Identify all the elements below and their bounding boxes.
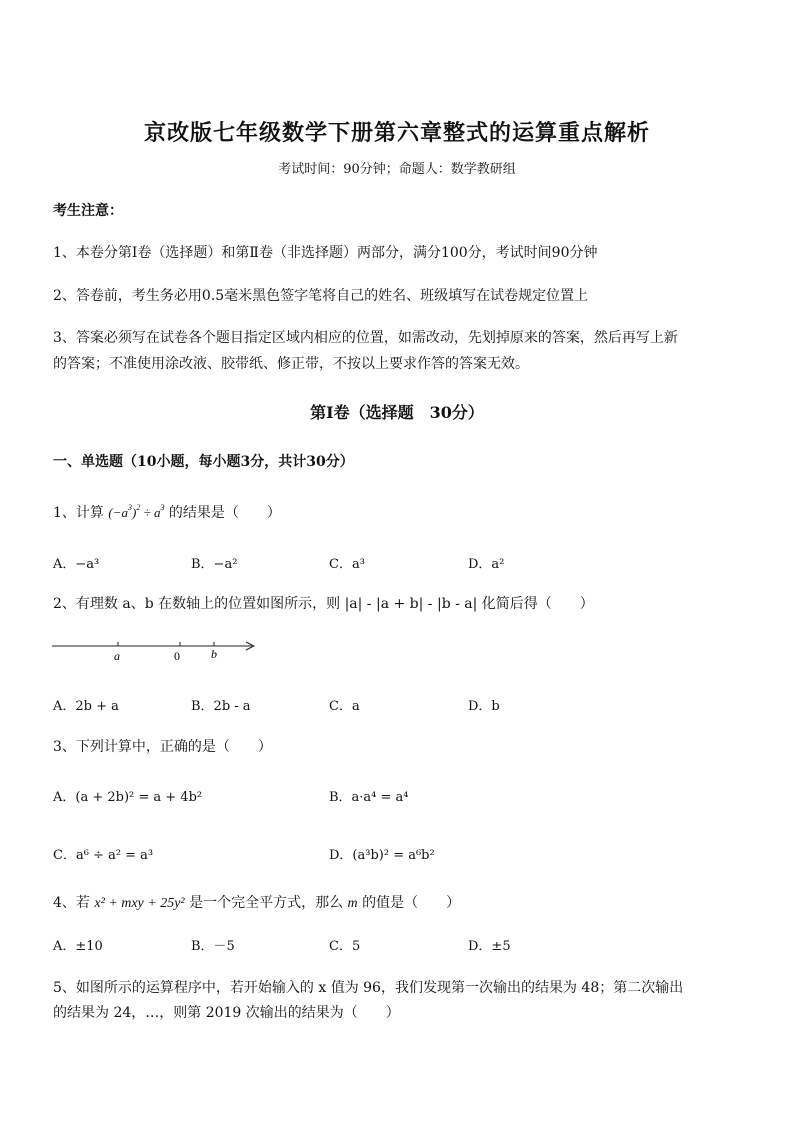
question-3: 3、下列计算中，正确的是（ ） xyxy=(53,739,272,755)
notes-heading: 考生注意： xyxy=(53,203,123,219)
q1-option-a[interactable]: A．−a³ xyxy=(53,557,100,572)
axis-label-a: a xyxy=(114,649,120,663)
section-title: 第Ⅰ卷（选择题 30分） xyxy=(310,403,484,422)
q3-option-b[interactable]: B．a·a⁴ = a⁴ xyxy=(329,790,409,805)
question-1-prefix: 1、计算 xyxy=(53,505,104,521)
q1-option-d[interactable]: D．a² xyxy=(468,557,505,572)
q2-option-a[interactable]: A．2b + a xyxy=(53,699,119,714)
question-5-continued: 的结果为 24，…，则第 2019 次输出的结果为（ ） xyxy=(53,1005,400,1021)
q1-option-c[interactable]: C．a³ xyxy=(329,557,365,572)
note-item: 1、本卷分第Ⅰ卷（选择题）和第Ⅱ卷（非选择题）两部分，满分100分，考试时间90分钟 xyxy=(53,245,598,261)
question-5: 5、如图所示的运算程序中，若开始输入的 x 值为 96，我们发现第一次输出的结果为 48；第二次输出 xyxy=(53,980,684,996)
q4-option-d[interactable]: D．±5 xyxy=(468,939,511,954)
q3-option-d[interactable]: D．(a³b)² = a⁶b² xyxy=(329,848,435,863)
axis-label-zero: 0 xyxy=(174,649,180,663)
q1-option-b[interactable]: B．−a² xyxy=(191,557,238,572)
axis-label-b: b xyxy=(211,647,217,661)
page-title: 京改版七年级数学下册第六章整式的运算重点解析 xyxy=(143,120,650,146)
question-4-prefix: 4、若 xyxy=(53,895,90,911)
question-4-expression: x² + mxy + 25y² xyxy=(94,896,185,911)
question-1-suffix: 的结果是（ ） xyxy=(168,505,281,521)
q4-option-c[interactable]: C．5 xyxy=(329,939,361,954)
q2-option-c[interactable]: C．a xyxy=(329,699,360,714)
q3-option-c[interactable]: C．a⁶ ÷ a² = a³ xyxy=(53,848,154,863)
part-heading: 一、单选题（10小题，每小题3分，共计30分） xyxy=(53,454,354,470)
note-item: 3、答案必须写在试卷各个题目指定区域内相应的位置，如需改动，先划掉原来的答案，然后再写上新 xyxy=(53,330,678,346)
question-4-suffix: 的值是（ ） xyxy=(362,895,461,911)
question-1 xyxy=(53,502,281,522)
question-1-expression: $(-a^3)^2 \div a^3$ xyxy=(108,503,165,520)
question-2: 2、有理数 a、b 在数轴上的位置如图所示，则 |a| - |a + b| - |b - a| 化简后得（ ） xyxy=(53,596,594,612)
q2-option-b[interactable]: B．2b - a xyxy=(191,699,251,714)
q2-option-d[interactable]: D．b xyxy=(468,699,500,714)
note-item: 2、答卷前，考生务必用0.5毫米黑色签字笔将自己的姓名、班级填写在试卷规定位置上 xyxy=(53,288,589,304)
number-line-figure xyxy=(52,632,262,672)
exam-info: 考试时间：90分钟；命题人：数学教研组 xyxy=(278,162,516,177)
question-4 xyxy=(53,892,460,912)
q4-option-a[interactable]: A．±10 xyxy=(53,939,103,954)
question-4-variable: m xyxy=(347,896,358,911)
question-4-middle: 是一个完全平方式，那么 xyxy=(189,895,344,911)
q4-option-b[interactable]: B．－5 xyxy=(191,939,235,954)
q3-option-a[interactable]: A．(a + 2b)² = a + 4b² xyxy=(53,790,203,805)
note-item-continued: 的答案；不准使用涂改液、胶带纸、修正带，不按以上要求作答的答案无效。 xyxy=(53,356,529,372)
